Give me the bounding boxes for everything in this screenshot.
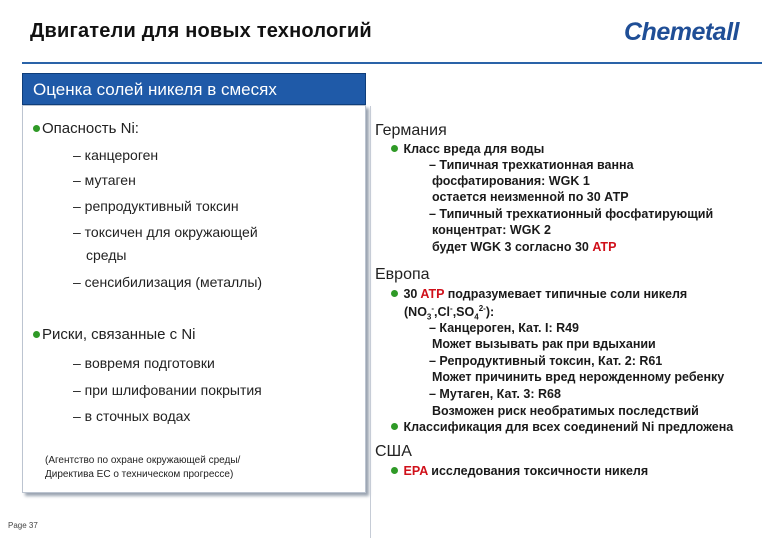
risk-item: – при шлифовании покрытия — [73, 382, 262, 398]
europe-line: Может вызывать рак при вдыхании — [432, 337, 656, 351]
europe-line: – Канцероген, Кат. I: R49 — [429, 321, 580, 335]
europe-line: – Мутаген, Кат. 3: R68 — [429, 387, 561, 401]
germany-line: фосфатирования: WGK 1 — [432, 174, 590, 188]
europe-line: Возможен риск необратимых последствий — [432, 404, 699, 418]
risk-heading: Риски, связанные с Ni — [33, 326, 196, 343]
hazard-item: – канцероген — [73, 147, 159, 163]
hazard-heading: Опасность Ni: — [33, 120, 139, 137]
germany-line: – Типичный трехкатионный фосфатирующий — [429, 207, 714, 221]
europe-line: – Репродуктивный токсин, Кат. 2: R61 — [429, 354, 663, 368]
europe-line: 30 ATP подразумевает типичные соли никеля — [391, 287, 687, 301]
europe-line: Может причинить вред нерожденному ребенку — [432, 370, 725, 384]
usa-heading: США — [375, 443, 412, 460]
bullet-icon — [391, 423, 398, 430]
hazard-item: – репродуктивный токсин — [73, 198, 239, 214]
germany-line: Класс вреда для воды — [391, 142, 544, 156]
column-divider — [370, 106, 371, 538]
germany-heading: Германия — [375, 122, 447, 139]
germany-line: концентрат: WGK 2 — [432, 223, 551, 237]
hazard-item: – токсичен для окружающей — [73, 224, 258, 240]
chemetall-logo: Chemetall — [624, 18, 739, 46]
germany-line: будет WGK 3 согласно 30 ATP — [432, 240, 617, 254]
risk-item: – вовремя подготовки — [73, 355, 215, 371]
germany-line: остается неизменной по 30 АТР — [432, 190, 629, 204]
page-number: Page 37 — [8, 521, 38, 530]
bullet-icon — [391, 145, 398, 152]
source-note: Директива ЕС о техническом прогрессе) — [45, 469, 234, 480]
bullet-icon — [391, 290, 398, 297]
usa-line: EPA исследования токсичности никеля — [391, 464, 648, 478]
header-divider — [22, 62, 762, 64]
hazard-item: – сенсибилизация (металлы) — [73, 274, 263, 290]
slide-title: Двигатели для новых технологий — [30, 20, 372, 42]
bullet-icon — [391, 467, 398, 474]
europe-line: Классификация для всех соединений Ni предложена — [391, 420, 733, 434]
europe-line: $(NO_3^-,Cl^-,SO_4^{2-})$: — [404, 304, 495, 322]
bullet-icon — [33, 125, 40, 132]
germany-line: – Типичная трехкатионная ванна — [429, 158, 634, 172]
hazard-item: среды — [86, 247, 127, 263]
bullet-icon — [33, 331, 40, 338]
hazard-item: – мутаген — [73, 172, 136, 188]
source-note: (Агентство по охране окружающей среды/ — [45, 455, 241, 466]
hazard-panel — [22, 105, 366, 493]
section-banner: Оценка солей никеля в смесях — [22, 73, 366, 105]
europe-heading: Европа — [375, 266, 430, 283]
risk-item: – в сточных водах — [73, 408, 191, 424]
